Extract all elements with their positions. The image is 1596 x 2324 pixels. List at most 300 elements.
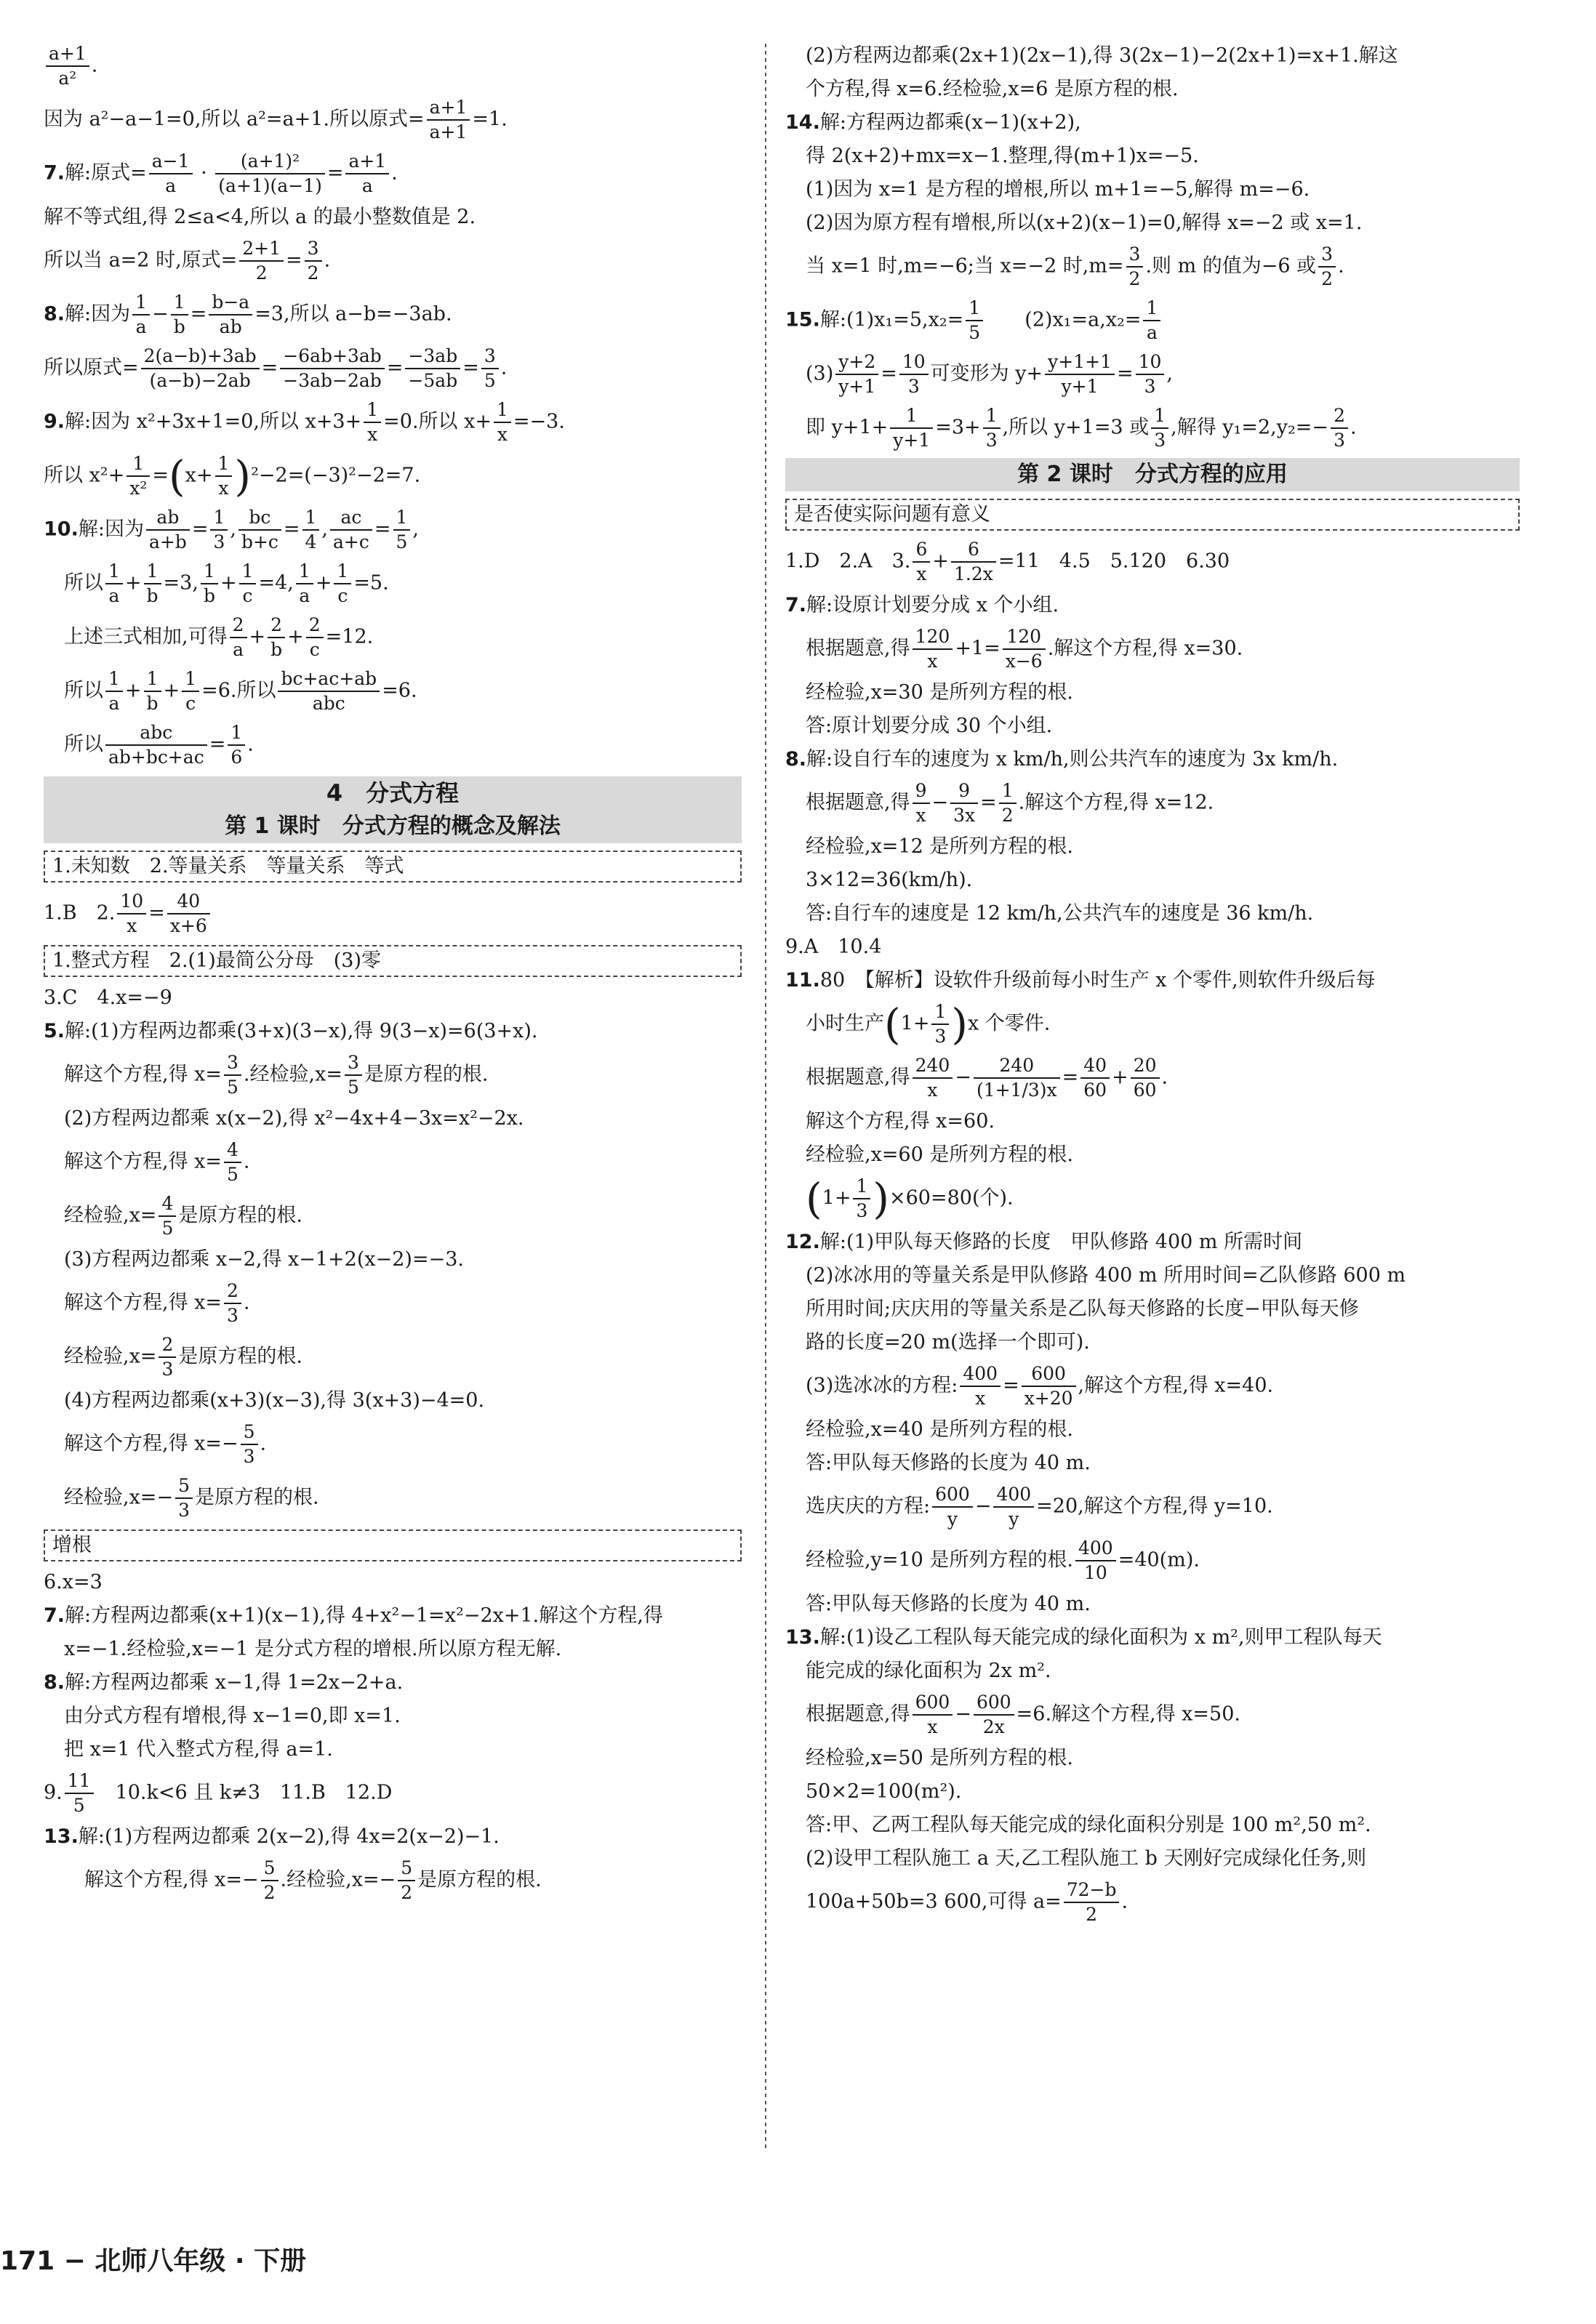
- numerator: 1: [302, 506, 320, 531]
- text-run: 答:自行车的速度是 12 km/h,公共汽车的速度是 36 km/h.: [806, 902, 1314, 925]
- denominator: 3: [1334, 430, 1345, 451]
- numerator: 10: [1136, 350, 1165, 375]
- numerator: 1: [296, 560, 313, 584]
- lesson-title: 第 1 课时 分式方程的概念及解法: [44, 810, 742, 843]
- answer-line: [785, 1691, 1520, 1739]
- text-run: 所以: [64, 571, 103, 595]
- big-bracket: (: [884, 1000, 901, 1049]
- numerator: (a+1)²: [215, 150, 325, 174]
- text-run: 根据题意,得: [806, 1702, 910, 1726]
- answer-line: [785, 76, 1520, 103]
- text-run: =: [286, 249, 302, 272]
- numerator: 1: [966, 297, 983, 321]
- fraction: [931, 1000, 949, 1048]
- answer-line: [44, 42, 742, 90]
- fill-in-box: 1.未知数 2.等量关系 等量关系 等式: [44, 851, 742, 882]
- text-run: 根据题意,得: [806, 637, 910, 660]
- text-run: .: [260, 1432, 267, 1455]
- numerator: 5: [398, 1857, 415, 1881]
- numerator: 1: [228, 721, 245, 746]
- denominator: 5: [161, 1218, 174, 1239]
- answer-line: [785, 746, 1520, 773]
- fraction: [393, 506, 411, 554]
- numerator: 600: [974, 1691, 1014, 1716]
- numerator: 1: [364, 398, 381, 423]
- numerator: 2(a−b)+3ab: [141, 345, 260, 369]
- text-run: −: [955, 1702, 971, 1726]
- denominator: 5: [227, 1077, 238, 1098]
- numerator: −6ab+3ab: [280, 345, 385, 369]
- text-run: (2)设甲工程队施工 a 天,乙工程队施工 b 天刚好完成绿化任务,则: [806, 1847, 1367, 1870]
- text-run: =11 4.5 5.120 6.30: [998, 550, 1230, 573]
- text-run: ,解得 y₁=2,y₂=−: [1171, 416, 1329, 439]
- text-run: x 个零件.: [968, 1012, 1051, 1035]
- denominator: a: [361, 175, 373, 196]
- denominator: x: [127, 915, 137, 936]
- numerator: 1: [144, 667, 161, 692]
- text-run: 根据题意,得: [806, 791, 910, 814]
- text-run: 经检验,x=60 是所列方程的根.: [806, 1143, 1073, 1166]
- numerator: 3: [224, 1051, 241, 1076]
- text-run: 解:设自行车的速度为 x km/h,则公共汽车的速度为 3x km/h.: [806, 748, 1339, 771]
- fraction: [215, 452, 233, 500]
- numerator: 6: [951, 538, 996, 563]
- text-run: 所用时间;庆庆用的等量关系是乙队每天修路的长度−甲队每天修: [806, 1298, 1359, 1320]
- text-run: =: [209, 733, 226, 756]
- fraction: [853, 1175, 870, 1223]
- numerator: 400: [1075, 1537, 1116, 1561]
- fraction: [913, 538, 930, 586]
- text-run: 解不等式组,得 2≤a<4,所以 a 的最小整数值是 2.: [44, 206, 476, 228]
- denominator: a+c: [333, 531, 369, 552]
- fraction: [481, 345, 499, 393]
- text-run: =6.所以: [201, 679, 276, 702]
- denominator: 5: [73, 1795, 85, 1816]
- answer-line: [785, 176, 1520, 204]
- fraction: [913, 1691, 953, 1739]
- text-run: 即 y+1+: [806, 416, 889, 439]
- fraction: [364, 398, 381, 446]
- numerator: 240: [913, 1054, 953, 1079]
- text-run: .经检验,x=−: [280, 1868, 396, 1891]
- answer-line: [44, 1602, 742, 1630]
- text-run: ×60=80(个).: [889, 1186, 1014, 1210]
- fraction: [913, 625, 953, 673]
- numerator: 2: [1331, 404, 1348, 429]
- fraction: [330, 506, 372, 554]
- fraction: [175, 1474, 193, 1522]
- numerator: 3: [305, 237, 322, 262]
- answer-line: [44, 560, 742, 608]
- text-run: =3,: [163, 571, 199, 595]
- denominator: 2x: [982, 1716, 1005, 1737]
- text-run: 3.C 4.x=−9: [44, 986, 172, 1009]
- fraction: [345, 1051, 362, 1099]
- text-run: 根据题意,得: [806, 1066, 910, 1089]
- answer-line: [785, 1175, 1520, 1223]
- text-run: +: [315, 571, 332, 595]
- denominator: y: [947, 1508, 958, 1529]
- numerator: 5: [241, 1420, 258, 1445]
- denominator: 3: [934, 1026, 947, 1047]
- answer-line: [785, 538, 1520, 586]
- text-run: 小时生产: [806, 1012, 884, 1035]
- numerator: 2: [159, 1333, 176, 1358]
- text-run: 3×12=36(km/h).: [806, 869, 973, 891]
- fraction: [913, 779, 930, 827]
- denominator: 3: [1144, 376, 1156, 397]
- fill-in-box: 是否使实际问题有意义: [785, 499, 1520, 531]
- text-run: ,解这个方程,得 x=40.: [1078, 1374, 1274, 1397]
- denominator: abc: [312, 693, 345, 714]
- text-run: =: [190, 302, 207, 326]
- text-run: 当 x=1 时,m=−6;当 x=−2 时,m=: [806, 254, 1124, 278]
- denominator: a: [233, 639, 244, 660]
- numerator: a+1: [427, 96, 470, 121]
- numerator: ac: [330, 506, 372, 531]
- text-run: +: [124, 679, 142, 702]
- denominator: 3: [178, 1500, 190, 1521]
- text-run: x+: [185, 464, 213, 487]
- text-run: 所以当 a=2 时,原式=: [44, 249, 238, 272]
- answer-line: [785, 625, 1520, 673]
- text-run: 经检验,x=: [64, 1345, 157, 1368]
- text-run: 1.B 2.: [44, 901, 116, 925]
- denominator: 2: [1001, 805, 1014, 826]
- numerator: 1: [931, 1000, 949, 1025]
- denominator: x: [927, 1716, 938, 1737]
- fraction: [230, 614, 247, 662]
- text-run: =: [148, 901, 165, 925]
- text-run: 经检验,x=30 是所列方程的根.: [806, 681, 1073, 704]
- answer-line: [44, 1636, 742, 1663]
- text-run: +: [124, 571, 142, 595]
- denominator: a: [1146, 322, 1158, 343]
- section-title: 4 分式方程: [44, 776, 742, 810]
- denominator: x+20: [1024, 1388, 1073, 1409]
- numerator: 1: [171, 291, 188, 315]
- text-run: .: [324, 249, 331, 272]
- numerator: 1: [127, 452, 150, 477]
- text-run: 能完成的绿化面积为 2x m².: [806, 1660, 1051, 1682]
- text-run: =: [326, 161, 344, 185]
- answer-line: [44, 614, 742, 662]
- text-run: =: [374, 518, 391, 541]
- denominator: a: [299, 585, 310, 606]
- fraction: [345, 150, 389, 198]
- question-number: 8.: [44, 302, 65, 326]
- numerator: abc: [105, 721, 207, 746]
- text-run: 答:甲、乙两工程队每天能完成的绿化面积分别是 100 m²,50 m².: [806, 1814, 1371, 1836]
- fraction: [239, 560, 257, 608]
- fraction: [913, 1054, 953, 1102]
- numerator: 40: [1080, 1054, 1110, 1079]
- answer-line: [44, 1669, 742, 1697]
- text-run: =12.: [325, 625, 374, 648]
- text-run: 解这个方程,得 x=: [64, 1291, 222, 1314]
- numerator: y+2: [835, 350, 878, 375]
- text-run: 解:因为: [78, 518, 144, 541]
- answer-line: [44, 1823, 742, 1851]
- text-run: 是原方程的根.: [194, 1486, 319, 1509]
- text-run: =: [980, 791, 997, 814]
- answer-line: [44, 1279, 742, 1327]
- denominator: y+1: [893, 430, 931, 451]
- numerator: 3: [1318, 243, 1336, 268]
- fraction: [241, 1420, 258, 1468]
- text-run: 把 x=1 代入整式方程,得 a=1.: [64, 1738, 333, 1761]
- text-run: 所以 x²+: [44, 464, 125, 487]
- fraction: [159, 1192, 176, 1240]
- text-run: +: [220, 571, 237, 595]
- text-run: .解这个方程,得 x=12.: [1018, 791, 1214, 814]
- text-run: 由分式方程有增根,得 x−1=0,即 x=1.: [64, 1705, 401, 1727]
- denominator: b: [203, 585, 215, 606]
- numerator: 9: [950, 779, 978, 804]
- denominator: 3: [985, 430, 998, 451]
- fraction: [950, 779, 978, 827]
- fraction: [46, 42, 89, 90]
- answer-line: [44, 1702, 742, 1730]
- denominator: x: [927, 1079, 938, 1101]
- page-footer: 171 − 北师八年级 · 下册: [0, 2246, 307, 2276]
- fraction: [210, 506, 228, 554]
- question-number: 7.: [44, 1604, 65, 1627]
- text-run: 10.k<6 且 k≠3 11.B 12.D: [95, 1781, 393, 1804]
- text-run: ,: [412, 518, 419, 541]
- text-run: (2)方程两边都乘 x(x−2),得 x²−4x+4−3x=x²−2x.: [64, 1107, 524, 1130]
- answer-line: [785, 933, 1520, 961]
- denominator: 5: [484, 370, 496, 391]
- numerator: 1: [201, 560, 218, 584]
- answer-line: [44, 1474, 742, 1522]
- answer-line: [44, 1105, 742, 1133]
- text-run: 路的长度=20 m(选择一个即可).: [806, 1331, 1090, 1354]
- text-run: 答:原计划要分成 30 个小组.: [806, 715, 1053, 737]
- denominator: a: [108, 585, 120, 606]
- denominator: (a+1)(a−1): [218, 175, 322, 196]
- answer-line: [785, 1262, 1520, 1290]
- text-run: .经检验,x=: [243, 1063, 342, 1086]
- text-run: 80 【解析】设软件升级前每小时生产 x 个零件,则软件升级后每: [819, 969, 1376, 992]
- text-run: =: [191, 518, 209, 541]
- text-run: .: [1161, 1066, 1168, 1089]
- denominator: 3: [161, 1359, 174, 1380]
- denominator: c: [242, 585, 253, 606]
- answer-line: [44, 1138, 742, 1186]
- numerator: 3: [481, 345, 499, 369]
- text-run: =6.: [382, 679, 417, 702]
- text-run: =: [1062, 1066, 1079, 1089]
- denominator: x: [927, 651, 938, 672]
- denominator: x: [915, 805, 926, 826]
- numerator: 1: [494, 398, 511, 423]
- numerator: 1: [393, 506, 411, 531]
- text-run: 经检验,x=12 是所列方程的根.: [806, 835, 1073, 858]
- text-run: 解这个方程,得 x=−: [64, 1432, 238, 1455]
- fraction: [983, 404, 1000, 452]
- answer-line: [44, 1769, 742, 1817]
- fraction: [1075, 1537, 1116, 1585]
- text-run: 9.: [44, 1781, 63, 1804]
- fraction: [899, 350, 929, 398]
- text-run: .: [1121, 1890, 1128, 1913]
- fraction: [280, 345, 385, 393]
- text-run: .: [247, 733, 254, 756]
- numerator: 10: [117, 890, 146, 914]
- text-run: 50×2=100(m²).: [806, 1780, 962, 1803]
- text-run: =40(m).: [1118, 1548, 1200, 1572]
- answer-line: [785, 1657, 1520, 1685]
- fraction: [993, 1483, 1034, 1531]
- text-run: 解这个方程,得 x=−: [84, 1868, 259, 1891]
- numerator: 120: [913, 625, 953, 650]
- answer-line: [44, 291, 742, 339]
- numerator: 400: [993, 1483, 1034, 1508]
- answer-line: [785, 1329, 1520, 1356]
- fraction: [132, 291, 150, 339]
- answer-line: [785, 679, 1520, 707]
- fraction: [215, 150, 325, 198]
- fraction: [1045, 350, 1115, 398]
- fraction: [278, 667, 380, 715]
- fraction: [228, 721, 245, 769]
- numerator: 5: [261, 1857, 278, 1881]
- numerator: 4: [224, 1138, 241, 1163]
- fraction: [224, 1051, 241, 1099]
- numerator: 240: [974, 1054, 1060, 1079]
- question-number: 8.: [785, 748, 807, 771]
- fraction: [144, 667, 161, 715]
- denominator: 3: [907, 376, 920, 397]
- text-run: 解:(1)甲队每天修路的长度 甲队修路 400 m 所需时间: [819, 1231, 1303, 1253]
- text-run: =: [386, 356, 404, 379]
- question-number: 7.: [44, 161, 65, 185]
- answer-line: [44, 150, 742, 198]
- text-run: +: [163, 679, 180, 702]
- text-run: =: [1116, 362, 1134, 385]
- answer-line: [785, 712, 1520, 740]
- fraction: [105, 560, 123, 608]
- answer-line: [44, 204, 742, 231]
- denominator: 3: [227, 1305, 238, 1326]
- text-run: (3)方程两边都乘 x−2,得 x−1+2(x−2)=−3.: [64, 1248, 464, 1271]
- text-run: +1=: [955, 637, 1000, 660]
- big-bracket: (: [806, 1174, 822, 1223]
- text-run: 解:(1)方程两边都乘 2(x−2),得 4x=2(x−2)−1.: [78, 1825, 500, 1848]
- fraction: [999, 779, 1016, 827]
- denominator: b: [270, 639, 283, 660]
- text-run: =0.所以 x+: [383, 410, 492, 433]
- denominator: 2: [1086, 1904, 1098, 1925]
- text-run: 9.A 10.4: [785, 936, 882, 958]
- numerator: 9: [913, 779, 930, 804]
- fill-in-box: 1.整式方程 2.(1)最简公分母 (3)零: [44, 945, 742, 977]
- denominator: x: [218, 478, 229, 499]
- text-run: =: [283, 518, 300, 541]
- text-run: 答:甲队每天修路的长度为 40 m.: [806, 1593, 1091, 1615]
- text-run: ,所以 y+1=3 或: [1002, 416, 1150, 439]
- numerator: 1: [105, 560, 123, 584]
- fraction: [146, 506, 190, 554]
- fraction: [951, 538, 996, 586]
- denominator: 3: [213, 531, 225, 552]
- fraction: [835, 350, 878, 398]
- text-run: 因为 a²−a−1=0,所以 a²=a+1.所以原式=: [44, 108, 425, 131]
- denominator: 2: [307, 262, 319, 284]
- fraction: [974, 1054, 1060, 1102]
- text-run: ,: [1166, 362, 1174, 385]
- denominator: y+1: [1061, 376, 1099, 397]
- fill-in-box: 增根: [44, 1529, 742, 1561]
- denominator: (a−b)−2ab: [149, 370, 251, 391]
- denominator: 1.2x: [953, 563, 993, 584]
- fraction: [201, 560, 218, 608]
- answer-line: [785, 1483, 1520, 1531]
- numerator: a−1: [149, 150, 193, 174]
- denominator: y: [1008, 1508, 1019, 1529]
- answer-line: [785, 1745, 1520, 1772]
- fraction: [1126, 243, 1144, 291]
- denominator: 5: [347, 1077, 359, 1098]
- fraction: [239, 237, 284, 285]
- denominator: a: [165, 175, 177, 196]
- answer-line: [44, 237, 742, 285]
- numerator: 1: [105, 667, 123, 692]
- denominator: x²: [129, 478, 148, 499]
- answer-line: [44, 96, 742, 144]
- answer-line: [44, 1333, 742, 1381]
- text-run: =: [881, 362, 897, 385]
- numerator: 2: [268, 614, 285, 638]
- numerator: 4: [159, 1192, 176, 1217]
- answer-line: [785, 833, 1520, 861]
- question-number: 11.: [785, 969, 820, 992]
- text-run: 得 2(x+2)+mx=x−1.整理,得(m+1)x=−5.: [806, 145, 1199, 167]
- text-run: .: [500, 356, 508, 379]
- text-run: 1.D 2.A 3.: [785, 550, 911, 573]
- text-run: 可变形为 y+: [930, 362, 1043, 385]
- answer-line: [44, 1051, 742, 1099]
- text-run: 所以原式=: [44, 356, 139, 379]
- text-run: =1.: [472, 108, 508, 131]
- fraction: [398, 1857, 415, 1905]
- numerator: 1: [1151, 404, 1168, 429]
- fraction: [427, 96, 470, 144]
- numerator: 600: [932, 1483, 973, 1508]
- text-run: 个方程,得 x=6.经检验,x=6 是原方程的根.: [806, 78, 1179, 100]
- denominator: 3x: [953, 805, 976, 826]
- numerator: a+1: [46, 42, 89, 67]
- numerator: 5: [175, 1474, 193, 1499]
- text-run: 解这个方程,得 x=60.: [806, 1110, 995, 1133]
- fraction: [117, 890, 146, 938]
- denominator: ab+bc+ac: [108, 747, 204, 768]
- text-run: 经检验,x=: [64, 1204, 157, 1227]
- denominator: 5: [969, 322, 981, 343]
- numerator: 1: [1143, 297, 1160, 321]
- numerator: 3: [1126, 243, 1144, 268]
- numerator: 1: [999, 779, 1016, 804]
- text-run: 经检验,x=−: [64, 1486, 174, 1509]
- denominator: 2: [401, 1882, 413, 1903]
- answer-line: [785, 1812, 1520, 1839]
- question-number: 7.: [785, 594, 807, 616]
- numerator: 40: [167, 890, 210, 914]
- fraction: [268, 614, 285, 662]
- text-run: 6.x=3: [44, 1571, 103, 1593]
- denominator: 10: [1083, 1562, 1107, 1583]
